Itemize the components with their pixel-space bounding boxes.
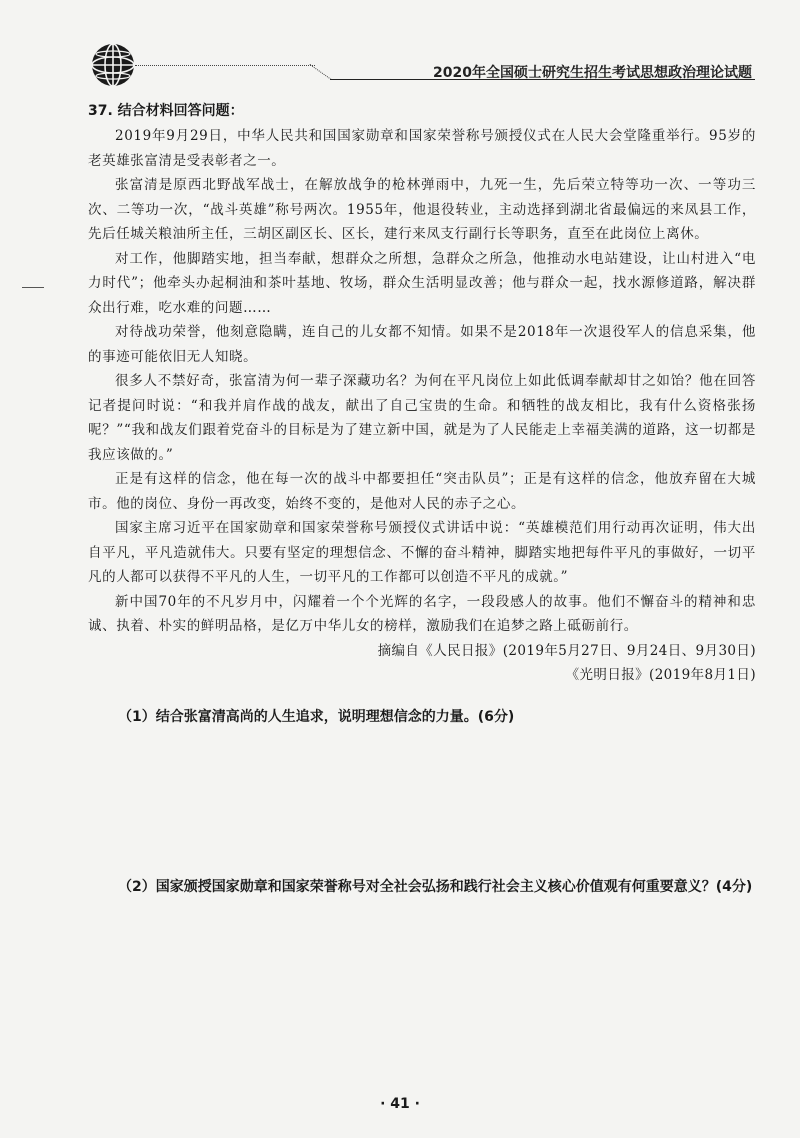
question-heading: 37. 结合材料回答问题： xyxy=(88,103,244,119)
paragraph: 2019年9月29日，中华人民共和国国家勋章和国家荣誉称号颁授仪式在人民大会堂隆重举行。95岁的老英雄张富清是受表彰者之一。 xyxy=(88,128,756,169)
header-dotted-slant xyxy=(309,64,331,80)
page-number: · 41 · xyxy=(380,1096,420,1112)
source-citation: 摘编自《人民日报》(2019年5月27日、9月24日、9月30日) xyxy=(377,642,756,659)
paragraph: 新中国70年的不凡岁月中，闪耀着一个个光辉的名字，一段段感人的故事。他们不懈奋斗的精神和忠诚、执着、朴实的鲜明品格，是亿万中华儿女的榜样，激励我们在追梦之路上砥砺前行。 xyxy=(88,593,756,634)
paragraph: 对工作，他脚踏实地，担当奉献，想群众之所想，急群众之所急，他推动水电站建设，让山村进入“电力时代”；他牵头办起桐油和茶叶基地、牧场，群众生活明显改善；他与群众一起，找水源修道路，解决群众出行难，吃水难的问题…… xyxy=(88,250,756,316)
paragraph: 很多人不禁好奇，张富清为何一辈子深藏功名？为何在平凡岗位上如此低调奉献却甘之如饴？他在回答记者提问时说：“和我并肩作战的战友，献出了自己宝贵的生命。和牺牲的战友相比，我有什么资格张扬呢？”“我和战友们跟着党奋斗的目标是为了建立新中国，就是为了人民能走上幸福美满的道路，这一切都是我应该做的。” xyxy=(88,373,756,463)
header-dotted-rule xyxy=(135,65,315,66)
globe-logo-icon xyxy=(90,42,136,88)
material-text xyxy=(88,124,756,688)
sub-question-1: （1）结合张富清高尚的人生追求，说明理想信念的力量。(6分) xyxy=(118,709,515,725)
paragraph: 张富清是原西北野战军战士，在解放战争的枪林弹雨中，九死一生，先后荣立特等功一次、一等功三次、二等功一次，“战斗英雄”称号两次。1955年，他退役转业，主动选择到湖北省最偏远的来凤县工作，先后任城关粮油所主任，三胡区副区长、区长，建行来凤支行副行长等职务，直至在此岗位上离休。 xyxy=(88,177,756,242)
paragraph: 对待战功荣誉，他刻意隐瞒，连自己的儿女都不知情。如果不是2018年一次退役军人的信息采集，他的事迹可能依旧无人知晓。 xyxy=(88,324,756,365)
paragraph: 国家主席习近平在国家勋章和国家荣誉称号颁授仪式讲话中说：“英雄模范们用行动再次证明，伟大出自平凡，平凡造就伟大。只要有坚定的理想信念、不懈的奋斗精神，脚踏实地把每件平凡的事做好，一切平凡的人都可以获得不平凡的人生，一切平凡的工作都可以创造不平凡的成就。” xyxy=(88,520,756,585)
paragraph: 正是有这样的信念，他在每一次的战斗中都要担任“突击队员”；正是有这样的信念，他放弃留在大城市。他的岗位、身份一再改变，始终不变的，是他对人民的赤子之心。 xyxy=(88,471,756,512)
margin-mark xyxy=(22,287,44,288)
header-title: 2020年全国硕士研究生招生考试思想政治理论试题 xyxy=(433,65,752,81)
sub-question-2: （2）国家颁授国家勋章和国家荣誉称号对全社会弘扬和践行社会主义核心价值观有何重要意义？(4分) xyxy=(118,879,753,895)
source-citation: 《光明日报》(2019年8月1日) xyxy=(565,667,756,683)
